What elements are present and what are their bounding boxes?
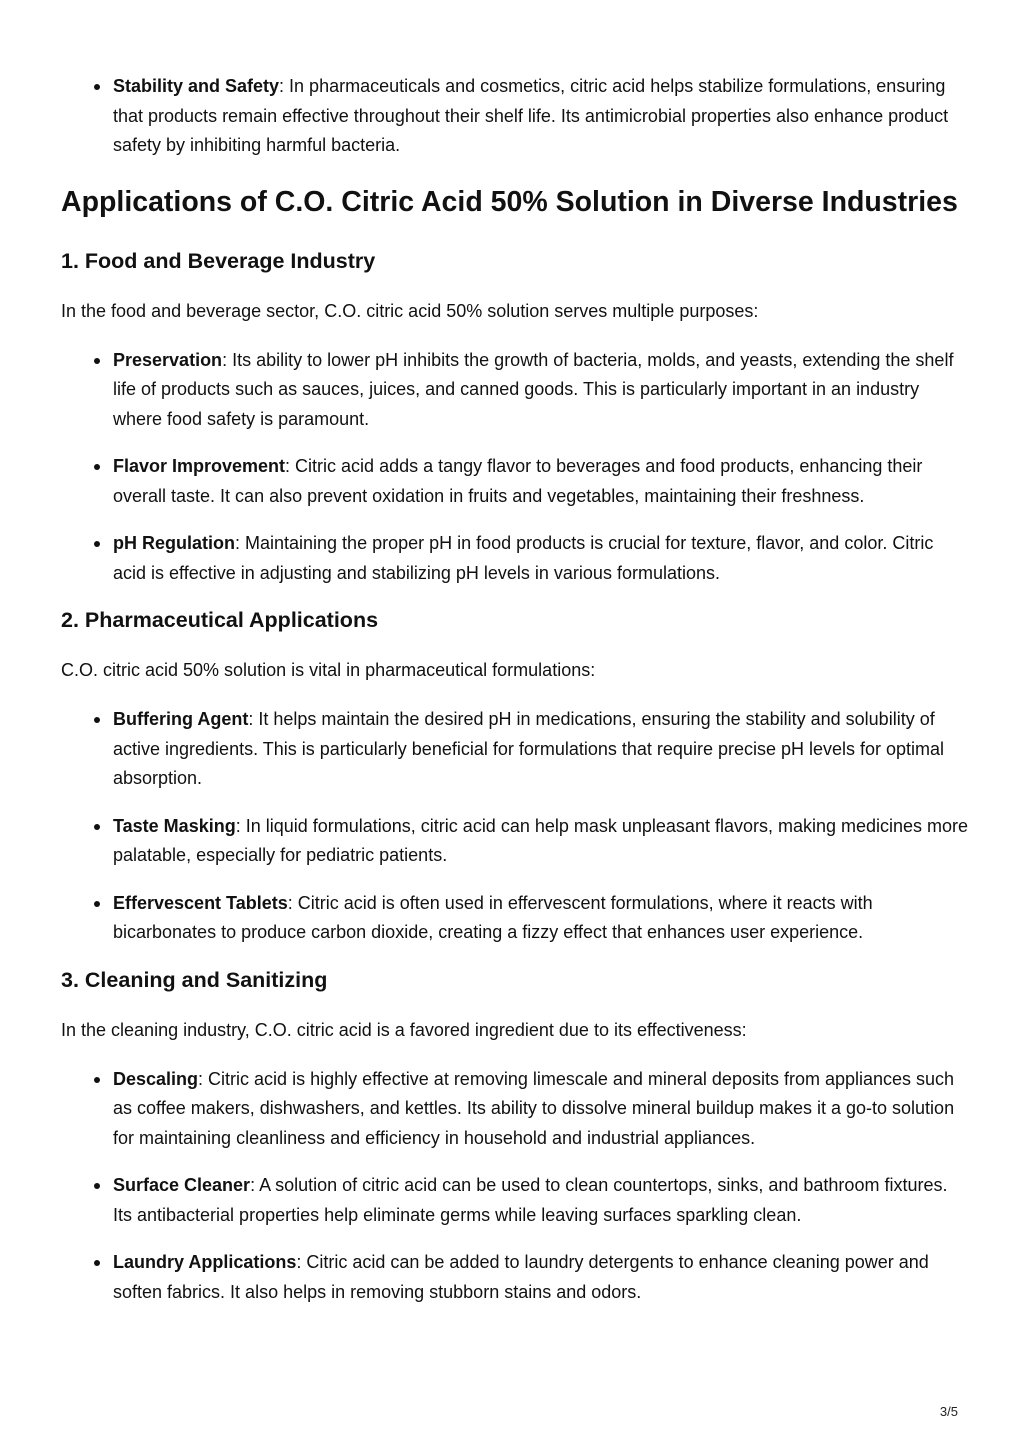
bullet-list [61,346,971,589]
bullet-list [61,1065,971,1308]
bullet-list [61,705,971,948]
bullet-term: Descaling [113,1068,199,1089]
intro-bullet-list [61,72,971,161]
list-item [113,705,971,794]
bullet-text: : Citric acid adds a tangy flavor to beverages and food products, enhancing their overall taste. It can also prevent oxidation in fruits and vegetables, maintaining their freshness. [113,456,923,506]
bullet-text: : A solution of citric acid can be used to clean countertops, sinks, and bathroom fixtures. Its antibacterial properties help eliminate germs while leaving surfaces sparkling clean. [113,1175,948,1225]
subsection-intro: In the food and beverage sector, C.O. citric acid 50% solution serves multiple purposes: [61,300,759,321]
list-item [113,812,971,871]
subsection-title: 1. Food and Beverage Industry [61,248,376,273]
bullet-text: : Citric acid is highly effective at removing limescale and mineral deposits from appliances such as coffee makers, dishwashers, and kettles. Its ability to dissolve mineral buildup makes it a go-to solution for maintaining cleanliness and efficiency in household and industrial appliances. [113,1068,955,1148]
bullet-term: Surface Cleaner [113,1175,251,1195]
section-heading: Applications of C.O. Citric Acid 50% Solution in Diverse Industries [61,185,958,218]
bullet-term: Taste Masking [113,815,236,836]
bullet-text: : Its ability to lower pH inhibits the growth of bacteria, molds, and yeasts, extending the shelf life of products such as sauces, juices, and canned goods. This is particularly important in an industry where food safety is paramount. [113,349,954,429]
subsection-title: 3. Cleaning and Sanitizing [61,967,328,992]
list-item [113,72,971,161]
bullet-text: : Maintaining the proper pH in food products is crucial for texture, flavor, and color. Citric acid is effective in adjusting and stabilizing pH levels in various formulations. [113,533,934,583]
bullet-text: : Citric acid can be added to laundry detergents to enhance cleaning power and soften fabrics. It also helps in removing stubborn stains and odors. [113,1252,929,1302]
list-item [113,452,971,511]
bullet-term: Flavor Improvement [113,456,286,476]
section-cleaning [61,966,971,1308]
list-item [113,1248,971,1307]
list-item [113,1171,971,1230]
subsection-intro: C.O. citric acid 50% solution is vital in pharmaceutical formulations: [61,660,596,680]
section-food-beverage [61,247,971,589]
bullet-term: pH Regulation [113,533,235,553]
list-item [113,529,971,588]
list-item [113,889,971,948]
page-number: 3/5 [939,1404,958,1419]
document-page [61,72,971,1325]
bullet-term: Buffering Agent [113,709,249,729]
bullet-term: Preservation [113,349,223,370]
bullet-text: : It helps maintain the desired pH in medications, ensuring the stability and solubility of active ingredients. This is particularly beneficial for formulations that require precise pH levels for optimal absorption. [113,709,945,788]
bullet-term: Effervescent Tablets [113,892,288,913]
bullet-text: : Citric acid is often used in effervescent formulations, where it reacts with bicarbonates to produce carbon dioxide, creating a fizzy effect that enhances user experience. [113,892,873,942]
bullet-text: : In liquid formulations, citric acid can help mask unpleasant flavors, making medicines more palatable, especially for pediatric patients. [113,815,969,865]
list-item [113,1065,971,1154]
bullet-text: : In pharmaceuticals and cosmetics, citric acid helps stabilize formulations, ensuring that products remain effective throughout their shelf life. Its antimicrobial properties also enhance product safety by inhibiting harmful bacteria. [113,76,949,155]
subsection-intro: In the cleaning industry, C.O. citric acid is a favored ingredient due to its effectiveness: [61,1019,747,1040]
list-item [113,346,971,435]
subsection-title: 2. Pharmaceutical Applications [61,608,379,632]
bullet-term: Stability and Safety [113,76,280,96]
bullet-term: Laundry Applications [113,1252,297,1272]
section-pharmaceutical [61,606,971,948]
